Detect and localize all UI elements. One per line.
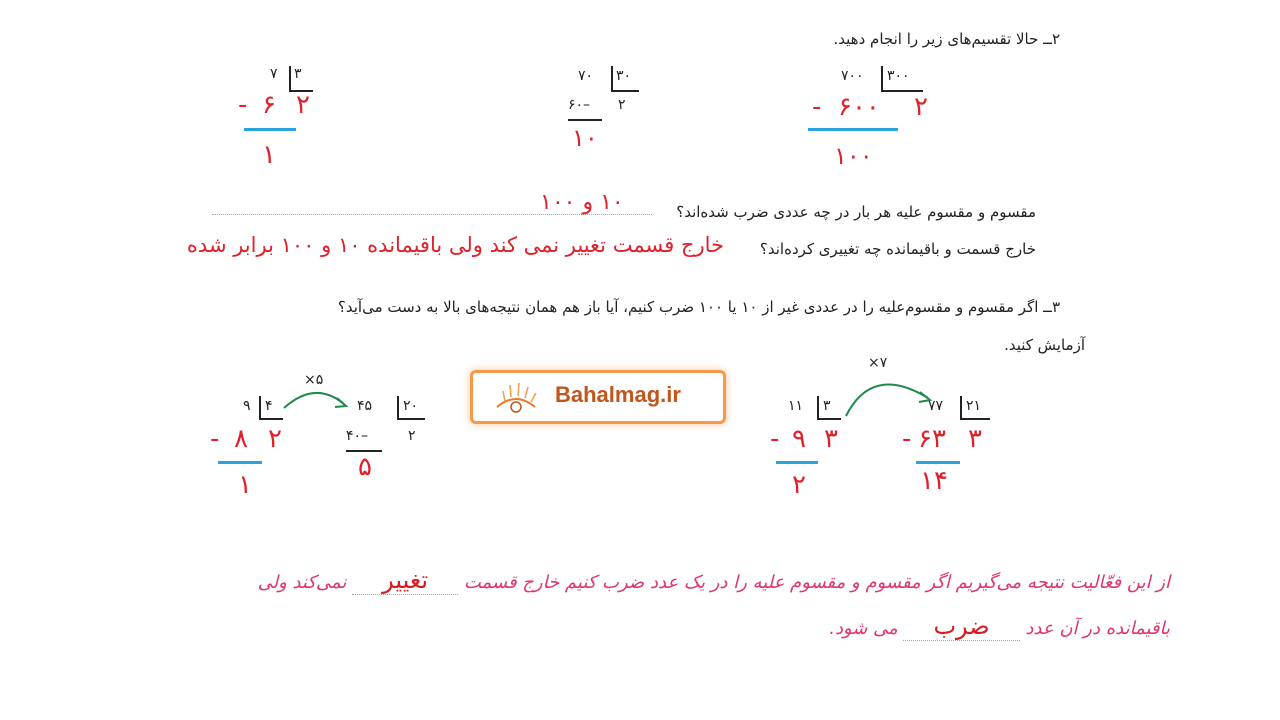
minus-sign: - bbox=[902, 424, 912, 454]
question-1: مقسوم و مقسوم علیه هر بار در چه عددی ضرب شده‌اند؟ bbox=[676, 203, 1036, 221]
quotient: ۲ bbox=[618, 97, 626, 113]
minus-sign: - bbox=[770, 424, 780, 454]
quotient: ۲ bbox=[914, 92, 928, 122]
quotient: ۲ bbox=[408, 428, 416, 444]
remainder: ۱ bbox=[262, 140, 276, 170]
divisor: ۳ bbox=[823, 398, 831, 414]
blank-2-answer: ضرب bbox=[933, 612, 990, 640]
site-logo bbox=[470, 370, 726, 424]
minus-sign: - bbox=[812, 92, 822, 122]
multiply-arrow-icon bbox=[842, 368, 938, 420]
dividend: ۷ bbox=[270, 66, 278, 82]
remainder: ۱۰۰ bbox=[834, 142, 873, 170]
q2-title: ۲ــ حالا تقسیم‌های زیر را انجام دهید. bbox=[833, 30, 1060, 48]
logo-emblem-icon bbox=[491, 377, 541, 417]
blank-1-answer: تغییر bbox=[382, 566, 429, 594]
conclusion-line-2 bbox=[829, 612, 1170, 641]
remainder: ۱ bbox=[238, 470, 252, 500]
quotient: ۳ bbox=[824, 424, 838, 454]
dividend: ۱۱ bbox=[788, 398, 804, 414]
question-2: خارج قسمت و باقیمانده چه تغییری کرده‌اند؟ bbox=[759, 240, 1036, 258]
dividend: ۷۰ bbox=[578, 68, 594, 84]
dividend: ۷۰۰ bbox=[841, 68, 864, 84]
subtracted-value: ۶ bbox=[262, 90, 276, 120]
conclusion-line-1 bbox=[258, 566, 1170, 595]
conclusion-text-4: می شود. bbox=[829, 618, 898, 639]
quotient: ۳ bbox=[968, 424, 982, 454]
remainder: ۲ bbox=[792, 470, 806, 500]
quotient: ۲ bbox=[268, 424, 282, 454]
blank-1 bbox=[352, 566, 458, 595]
dividend: ۹ bbox=[243, 398, 251, 414]
subtracted-value: ۶۰۰ bbox=[838, 92, 880, 122]
multiplier: ×۷ bbox=[868, 355, 888, 371]
divisor: ۲۱ bbox=[966, 398, 982, 414]
divisor: ۳ bbox=[294, 66, 302, 82]
subtracted-value: ۶۳ bbox=[918, 424, 946, 454]
logo-text: Bahalmag.ir bbox=[555, 382, 681, 407]
subtracted-value: ۹ bbox=[792, 424, 806, 454]
conclusion-text-1: از این فعّالیت نتیجه می‌گیریم اگر مقسوم و مقسوم علیه را در یک عدد ضرب کنیم خارج قسمت bbox=[463, 572, 1170, 593]
remainder: ۱۴ bbox=[920, 466, 948, 496]
minus-sign: - bbox=[238, 90, 248, 120]
q3-subtitle: آزمایش کنید. bbox=[1004, 336, 1085, 354]
remainder: ۱۰ bbox=[572, 124, 598, 152]
multiplier: ×۵ bbox=[304, 372, 324, 388]
answer-2: خارج قسمت تغییر نمی کند ولی باقیمانده ۱۰ و ۱۰۰ برابر شده bbox=[186, 233, 724, 257]
quotient: ۲ bbox=[296, 90, 310, 120]
divisor: ۳۰ bbox=[616, 68, 632, 84]
divisor: ۲۰ bbox=[403, 398, 419, 414]
subtracted-value: ۶۰– bbox=[568, 97, 591, 113]
minus-sign: - bbox=[210, 424, 220, 454]
conclusion-text-3: باقیمانده در آن عدد bbox=[1025, 618, 1170, 639]
dividend: ۷۷ bbox=[928, 398, 944, 414]
blank-2 bbox=[903, 612, 1019, 641]
remainder: ۵ bbox=[358, 452, 372, 482]
dividend: ۴۵ bbox=[357, 398, 373, 414]
divisor: ۳۰۰ bbox=[887, 68, 910, 84]
answer-1: ۱۰ و ۱۰۰ bbox=[540, 190, 624, 215]
conclusion-text-2: نمی‌کند ولی bbox=[257, 572, 347, 593]
subtracted-value: ۸ bbox=[234, 424, 248, 454]
q3-title: ۳ــ اگر مقسوم و مقسوم‌علیه را در عددی غیر از ۱۰ یا ۱۰۰ ضرب کنیم، آیا باز هم همان نتیجه‌های بالا به دست می‌آید؟ bbox=[337, 298, 1060, 316]
divisor: ۴ bbox=[265, 398, 273, 414]
subtracted-value: ۴۰– bbox=[346, 428, 369, 444]
